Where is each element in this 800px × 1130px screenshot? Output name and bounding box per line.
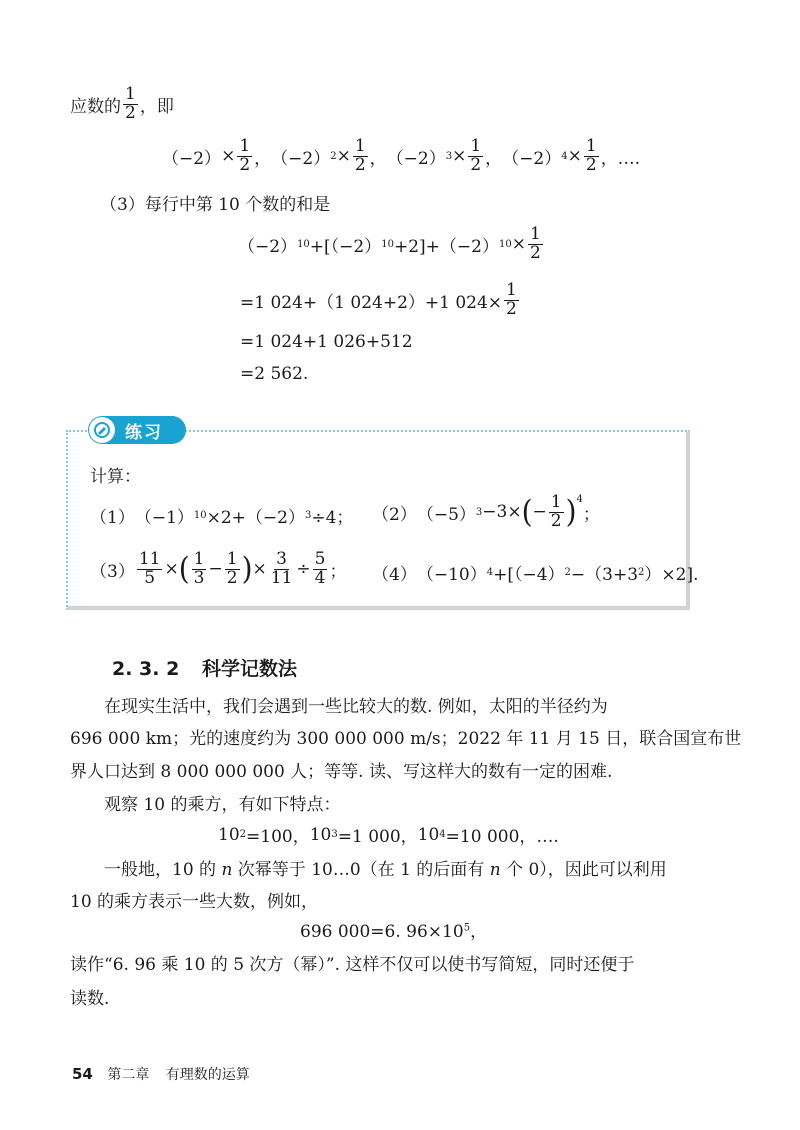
intro-text: 应数的 xyxy=(70,96,121,117)
fraction-half: $\frac{1}{2}$ xyxy=(239,136,251,175)
expression-3: =1 024+1 026+512 xyxy=(240,332,413,352)
sequence-line: （−2） × $\frac{1}{2}$ ， （−2） 2 × $\frac{1}{2}$ ， （−2） 3 × $\frac{1}{2}$ ， （−2） 4 × $\frac{1}{2}$ ，…. xyxy=(162,136,641,175)
exercise-q2: （2） （−5） 3 −3× ( − $\frac{1}{2}$ ) $^4$ ； xyxy=(372,492,600,531)
expression-2: =1 024+（1 024+2）+1 024× $\frac{1}{2}$ xyxy=(240,280,517,319)
fraction-half: $\frac{1}{2}$ xyxy=(470,136,482,175)
page-footer xyxy=(72,1064,250,1084)
exercise-q1: （1） （−1） 10 ×2+（−2） 3 ÷4； xyxy=(90,508,354,528)
exercise-tag xyxy=(88,416,186,444)
chapter-title: 有理数的运算 xyxy=(165,1067,250,1083)
expression-4: =2 562. xyxy=(240,364,309,384)
pencil-icon xyxy=(89,417,115,443)
exercise-title: 练习 xyxy=(125,422,163,443)
expression-1: （−2） 10 +[（−2） 10 +2]+（−2） 10 × $\frac{1}{2}$ xyxy=(238,224,541,263)
paragraph-4-line-1: 读作“6. 96 乘 10 的 5 次方（幂）”. 这样不仅可以使书写简短，同时还便于 xyxy=(70,955,635,975)
powers-of-ten: 10 2 =100， 10 3 =1 000， 10 4 =10 000，…. xyxy=(218,824,559,847)
paragraph-1-line-1: 在现实生活中，我们会遇到一些比较大的数. 例如，太阳的半径约为 xyxy=(104,697,608,717)
section-heading xyxy=(112,654,297,681)
part3-line: （3）每行中第 10 个数的和是 xyxy=(100,195,331,215)
paragraph-1-line-2: 696 000 km；光的速度约为 300 000 000 m/s；2022 年 11 月 15 日，联合国宣布世 xyxy=(70,729,742,749)
paragraph-3-line-1: 一般地，10 的 n 次幂等于 10…0（在 1 的后面有 n 个 0），因此可以利用 xyxy=(104,860,667,880)
exercise-prompt: 计算： xyxy=(90,467,141,487)
intro-line: 应数的 $\frac{1}{2}$ ，即 xyxy=(70,84,174,123)
page-number: 54 xyxy=(72,1065,93,1083)
example-equation: 696 000=6. $96\times 10^5$， xyxy=(300,922,488,942)
exercise-q4: （4） （−10） 4 +[（−4） 2 −（3+3 2 ）×2]. xyxy=(372,565,699,585)
fraction-half: $\frac{1}{2}$ xyxy=(585,136,597,175)
fraction-half: $\frac{1}{2}$ xyxy=(506,280,517,319)
fraction-half: $\frac{1}{2}$ xyxy=(354,136,366,175)
chapter-label: 第二章 xyxy=(107,1067,150,1083)
section-number: 2. 3. 2 xyxy=(112,658,180,680)
section-title: 科学记数法 xyxy=(201,658,297,680)
paragraph-3-line-2: 10 的乘方表示一些大数，例如， xyxy=(70,892,319,912)
intro-fraction: $\frac{1}{2}$ xyxy=(125,84,136,123)
paragraph-2: 观察 10 的乘方，有如下特点： xyxy=(104,795,341,815)
paragraph-4-line-2: 读数. xyxy=(70,989,110,1009)
paragraph-1-line-3: 界人口达到 8 000 000 000 人；等等. 读、写这样大的数有一定的困难. xyxy=(70,762,613,782)
exercise-q3: （3） $\frac{11}{5}$ × ( $\frac{1}{3}$ − $\frac{1}{2}$ ) × $\frac{3}{11}$ ÷ $\frac{5}{4}$ ； xyxy=(90,549,347,588)
fraction-half: $\frac{1}{2}$ xyxy=(529,224,541,263)
